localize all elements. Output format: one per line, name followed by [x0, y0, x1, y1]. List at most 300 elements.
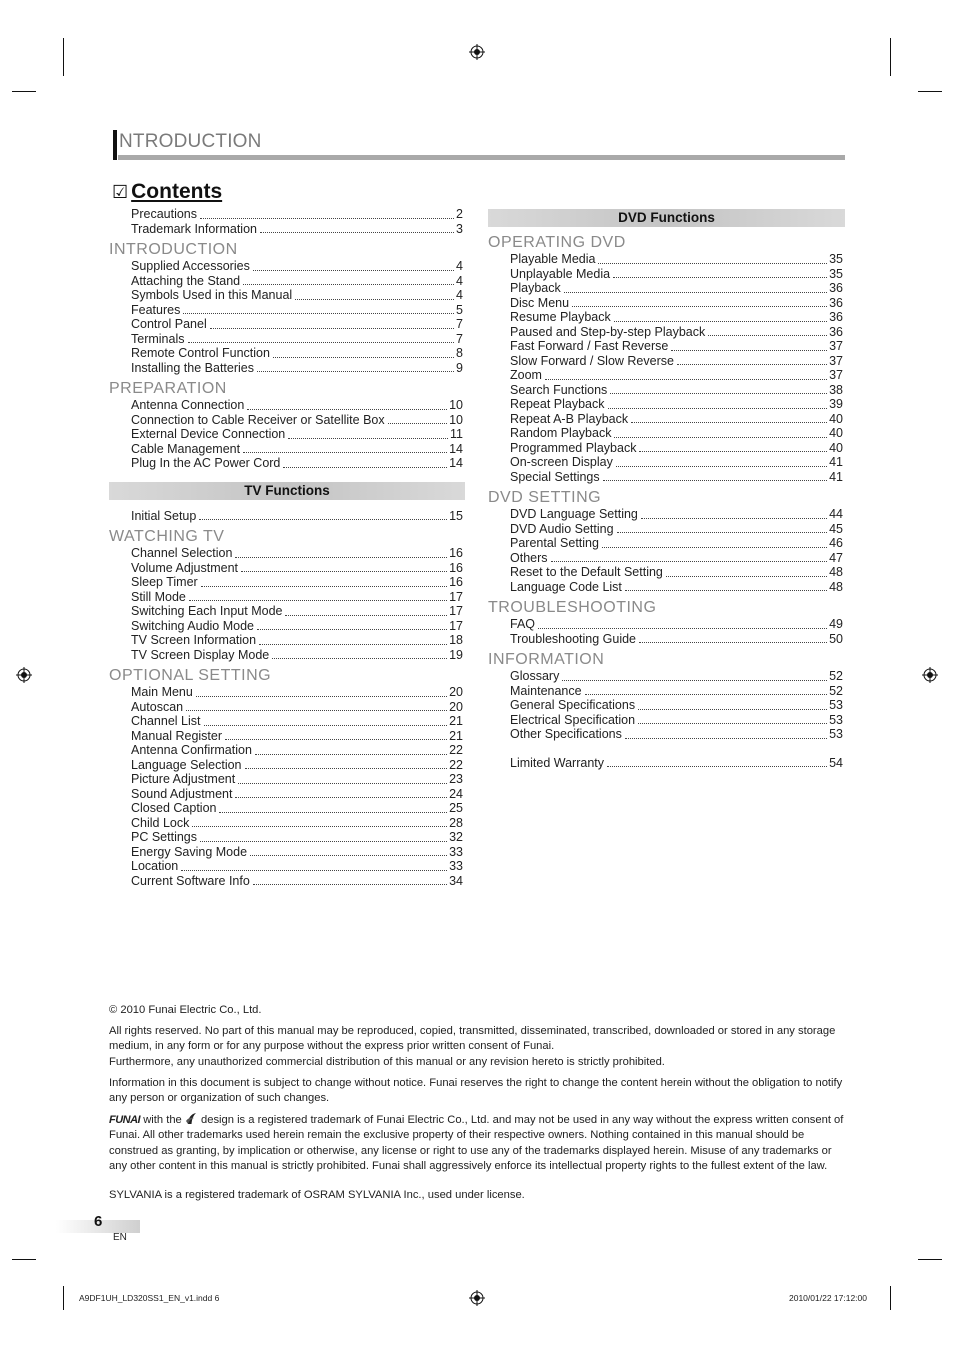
toc-entry[interactable]: [131, 427, 463, 442]
toc-entry-page: 4: [456, 259, 463, 273]
toc-entry-page: 33: [449, 859, 463, 873]
dot-leader: [295, 299, 454, 300]
toc-entry-page: 9: [456, 360, 463, 375]
toc-entry-page: 5: [456, 302, 463, 317]
dot-leader: [241, 571, 447, 572]
toc-entry-label: Still Mode: [131, 589, 186, 604]
dot-leader: [188, 342, 455, 343]
toc-entry-page: 54: [829, 755, 843, 770]
toc-entry-page: 48: [829, 565, 843, 579]
toc-entry-label: Troubleshooting Guide: [510, 631, 637, 646]
toc-entry-page: 52: [829, 669, 843, 683]
toc-entry-label: Paused and Step-by-step Playback: [510, 324, 706, 339]
toc-entry[interactable]: [510, 713, 843, 728]
toc-entry-page: 52: [829, 683, 843, 698]
toc-entry[interactable]: [510, 551, 843, 566]
toc-entry-label: Disc Menu: [510, 295, 570, 310]
dot-leader: [225, 739, 447, 740]
dot-leader: [199, 519, 447, 520]
toc-entry-label: Control Panel: [131, 317, 207, 331]
toc-entry-label: Symbols Used in this Manual: [131, 288, 293, 302]
toc-entry-label: Picture Adjustment: [131, 772, 236, 786]
toc-entry-page: 40: [829, 411, 843, 426]
toc-entry-label: Repeat Playback: [510, 397, 605, 411]
toc-entry-page: 37: [829, 353, 843, 368]
dot-leader: [639, 451, 827, 452]
toc-entry[interactable]: [131, 685, 463, 700]
toc-entry-page: 32: [449, 830, 463, 844]
dot-leader: [260, 232, 454, 233]
toc-entry-page: 7: [456, 317, 463, 331]
toc-entry[interactable]: [131, 303, 463, 318]
crop-mark: [12, 1259, 36, 1260]
toc-entry-page: 53: [829, 698, 843, 712]
dot-leader: [285, 615, 447, 616]
toc-entry-label: Switching Audio Mode: [131, 618, 254, 633]
toc-entry[interactable]: [510, 325, 843, 340]
toc-entry[interactable]: [510, 441, 843, 456]
toc-entry-page: 35: [829, 252, 843, 266]
funai-design-icon: [185, 1112, 198, 1125]
toc-entry[interactable]: [510, 426, 843, 441]
toc-entry-label: Plug In the AC Power Cord: [131, 456, 281, 470]
toc-entry-label: Main Menu: [131, 685, 193, 699]
toc-entry-page: 4: [456, 273, 463, 288]
toc-entry[interactable]: [131, 222, 463, 237]
contents-title: Contents: [131, 180, 223, 203]
dot-leader: [388, 423, 447, 424]
checkbox-icon: ☑: [112, 181, 129, 202]
change-notice-text: Information in this document is subject to change without notice. Funai reserves the right to change the content herein without the obligation to notify any person or organization of such changes.: [109, 1076, 843, 1105]
toc-entry-page: 40: [829, 426, 843, 440]
section-title-preparation: PREPARATION: [109, 380, 227, 397]
toc-entry-label: Connection to Cable Receiver or Satellite Box: [131, 412, 385, 427]
toc-entry-label: Playback: [510, 281, 561, 295]
toc-entry[interactable]: [131, 604, 463, 619]
dot-leader: [638, 723, 827, 724]
toc-entry-label: Channel List: [131, 714, 201, 728]
dot-leader: [253, 270, 454, 271]
toc-entry[interactable]: [131, 456, 463, 471]
toc-entry[interactable]: [510, 565, 843, 580]
toc-entry[interactable]: [131, 700, 463, 715]
toc-entry-page: 53: [829, 727, 843, 741]
toc-entry[interactable]: [510, 383, 843, 398]
toc-entry[interactable]: [510, 669, 843, 684]
toc-entry-label: Precautions: [131, 207, 198, 221]
toc-entry-page: 16: [449, 560, 463, 575]
dot-leader: [551, 561, 828, 562]
trademark-text-a: with the: [143, 1114, 182, 1127]
toc-entry-label: Fast Forward / Fast Reverse: [510, 339, 669, 353]
toc-entry-page: 16: [449, 546, 463, 560]
toc-entry-label: Attaching the Stand: [131, 273, 241, 288]
toc-group-troubleshooting: [488, 617, 845, 646]
dot-leader: [247, 409, 447, 410]
toc-entry[interactable]: [131, 575, 463, 590]
toc-entry-label: Maintenance: [510, 683, 582, 698]
toc-entry[interactable]: [131, 361, 463, 376]
toc-entry-label: Volume Adjustment: [131, 560, 239, 575]
toc-group-information: [488, 669, 845, 742]
dot-leader: [243, 452, 447, 453]
dot-leader: [608, 408, 828, 409]
dot-leader: [183, 313, 454, 314]
distribution-text: Furthermore, any unauthorized commercial distribution of this manual or any revision hereto is strictly prohibited.: [109, 1055, 665, 1068]
page-number: 6: [94, 1213, 103, 1230]
registration-mark-icon: [922, 667, 938, 683]
toc-entry-page: 22: [449, 757, 463, 772]
section-title-watching-tv: WATCHING TV: [109, 528, 225, 545]
toc-entry-label: PC Settings: [131, 830, 198, 844]
toc-entry-label: Parental Setting: [510, 536, 599, 550]
toc-entry-label: Current Software Info: [131, 873, 250, 888]
toc-entry[interactable]: [510, 368, 843, 383]
left-column: [109, 207, 465, 888]
dot-leader: [196, 696, 447, 697]
toc-entry-page: 18: [449, 633, 463, 647]
toc-entry-label: Autoscan: [131, 699, 184, 714]
toc-entry-label: Remote Control Function: [131, 346, 270, 360]
toc-entry[interactable]: [131, 259, 463, 274]
dot-leader: [625, 590, 827, 591]
toc-group-tv-functions: [109, 509, 465, 524]
dot-leader: [564, 292, 827, 293]
dot-leader: [204, 725, 448, 726]
toc-entry-label: TV Screen Information: [131, 633, 257, 647]
registration-mark-icon: [16, 667, 32, 683]
toc-entry-label: Terminals: [131, 331, 185, 346]
dot-leader: [641, 518, 827, 519]
toc-entry-label: FAQ: [510, 617, 536, 631]
dot-leader: [245, 768, 448, 769]
toc-entry[interactable]: [510, 727, 843, 742]
section-title-operating-dvd: OPERATING DVD: [488, 234, 626, 251]
toc-entry-page: 8: [456, 346, 463, 360]
toc-entry-label: TV Screen Display Mode: [131, 647, 270, 662]
toc-entry[interactable]: [131, 413, 463, 428]
header-rule: [118, 155, 845, 160]
toc-entry[interactable]: [131, 561, 463, 576]
toc-entry-label: Supplied Accessories: [131, 259, 250, 273]
toc-entry-page: 36: [829, 281, 843, 295]
dot-leader: [602, 547, 827, 548]
toc-group-watching-tv: [109, 546, 465, 662]
dot-leader: [273, 357, 454, 358]
dot-leader: [677, 364, 827, 365]
toc-group-operating-dvd: [488, 252, 845, 484]
toc-entry[interactable]: [131, 398, 463, 413]
toc-entry-page: 36: [829, 295, 843, 310]
toc-entry-label: Zoom: [510, 368, 542, 382]
dot-leader: [181, 870, 447, 871]
crop-mark: [918, 1259, 942, 1260]
toc-entry-label: Sleep Timer: [131, 575, 198, 589]
toc-entry[interactable]: [131, 714, 463, 729]
dot-leader: [572, 306, 827, 307]
toc-entry-label: Location: [131, 859, 179, 873]
legal-notice: [109, 1003, 845, 1209]
registration-mark-icon: [469, 44, 485, 60]
toc-entry[interactable]: [510, 354, 843, 369]
toc-entry[interactable]: [510, 281, 843, 296]
toc-entry[interactable]: [510, 339, 843, 354]
dot-leader: [613, 277, 827, 278]
toc-entry-page: 23: [449, 772, 463, 786]
right-column: [488, 209, 845, 770]
toc-entry-page: 22: [449, 743, 463, 757]
toc-entry-page: 34: [449, 873, 463, 888]
dot-leader: [238, 783, 447, 784]
dot-leader: [219, 812, 447, 813]
toc-entry[interactable]: [131, 816, 463, 831]
toc-entry[interactable]: [510, 632, 843, 647]
toc-entry-page: 7: [456, 331, 463, 346]
crop-mark: [890, 1286, 891, 1310]
toc-entry-page: 36: [829, 310, 843, 324]
toc-entry-page: 14: [449, 441, 463, 456]
toc-entry-page: 46: [829, 536, 843, 550]
toc-entry-page: 41: [829, 469, 843, 484]
toc-group-top: [109, 207, 465, 236]
toc-entry[interactable]: [131, 509, 463, 524]
toc-entry-page: 53: [829, 712, 843, 727]
toc-entry[interactable]: [131, 332, 463, 347]
dot-leader: [671, 350, 827, 351]
dot-leader: [585, 694, 828, 695]
toc-entry-label: Child Lock: [131, 815, 190, 830]
toc-entry[interactable]: [131, 758, 463, 773]
dot-leader: [666, 576, 827, 577]
toc-entry[interactable]: [510, 455, 843, 470]
toc-entry-page: 48: [829, 579, 843, 594]
toc-entry-page: 36: [829, 324, 843, 339]
toc-entry[interactable]: [510, 698, 843, 713]
toc-group-preparation: [109, 398, 465, 471]
toc-entry-label: Closed Caption: [131, 801, 217, 815]
toc-entry-page: 40: [829, 440, 843, 455]
toc-entry-page: 19: [449, 647, 463, 662]
toc-entry-page: 14: [449, 456, 463, 470]
toc-entry[interactable]: [131, 874, 463, 889]
toc-group-optional-setting: [109, 685, 465, 888]
toc-entry[interactable]: [131, 590, 463, 605]
contents-heading: [112, 180, 222, 204]
toc-entry[interactable]: [510, 470, 843, 485]
toc-entry-page: 47: [829, 550, 843, 565]
toc-entry-page: 2: [456, 207, 463, 221]
rights-text: All rights reserved. No part of this manual may be reproduced, copied, transmitted, disseminated, transcribed, downloaded or stored in any storage medium, in any form or for any purpose without the express prior written consent of Funai.: [109, 1025, 836, 1053]
toc-entry[interactable]: [131, 772, 463, 787]
toc-entry-page: 11: [450, 427, 463, 441]
toc-entry-label: Random Playback: [510, 426, 612, 440]
dot-leader: [200, 841, 447, 842]
toc-group-dvd-setting: [488, 507, 845, 594]
crop-mark: [63, 1286, 64, 1310]
toc-entry[interactable]: [510, 507, 843, 522]
toc-entry-label: Cable Management: [131, 441, 241, 456]
toc-entry-label: Limited Warranty: [510, 755, 605, 770]
toc-entry-page: 21: [449, 728, 463, 743]
toc-entry-page: 25: [449, 801, 463, 815]
dot-leader: [189, 600, 447, 601]
dot-leader: [631, 422, 827, 423]
toc-entry-label: Other Specifications: [510, 727, 622, 741]
dot-leader: [210, 328, 454, 329]
dot-leader: [598, 263, 827, 264]
dot-leader: [259, 644, 447, 645]
dot-leader: [538, 628, 827, 629]
toc-entry[interactable]: [510, 267, 843, 282]
dot-leader: [562, 680, 827, 681]
toc-entry-label: Slow Forward / Slow Reverse: [510, 353, 674, 368]
toc-entry[interactable]: [131, 317, 463, 332]
toc-entry[interactable]: [131, 346, 463, 361]
header-bar: [113, 130, 117, 160]
toc-entry[interactable]: [510, 617, 843, 632]
crop-mark: [12, 91, 36, 92]
toc-entry[interactable]: [131, 207, 463, 222]
toc-entry[interactable]: [131, 633, 463, 648]
dot-leader: [186, 710, 447, 711]
toc-entry[interactable]: [510, 536, 843, 551]
toc-entry[interactable]: [131, 546, 463, 561]
section-title-troubleshooting: TROUBLESHOOTING: [488, 599, 657, 616]
toc-entry-label: Resume Playback: [510, 310, 611, 324]
toc-entry-label: External Device Connection: [131, 427, 286, 441]
toc-entry[interactable]: [510, 522, 843, 537]
dot-leader: [257, 629, 447, 630]
dot-leader: [283, 467, 447, 468]
toc-entry-page: 39: [829, 397, 843, 411]
toc-entry-page: 4: [456, 288, 463, 302]
footer-timestamp: 2010/01/22 17:12:00: [789, 1293, 867, 1303]
funai-logo: FUNAI: [109, 1114, 141, 1127]
toc-entry-label: Channel Selection: [131, 546, 233, 560]
toc-entry-page: 41: [829, 455, 843, 469]
toc-entry-label: Switching Each Input Mode: [131, 604, 283, 618]
section-title-information: INFORMATION: [488, 651, 605, 668]
toc-entry-page: 35: [829, 266, 843, 281]
dot-leader: [614, 437, 827, 438]
registration-mark-icon: [469, 1290, 485, 1306]
footer-file: A9DF1UH_LD320SS1_EN_v1.indd 6: [79, 1293, 220, 1303]
toc-entry-page: 17: [449, 604, 463, 618]
page-title: NTRODUCTION: [119, 131, 262, 152]
toc-group-introduction: [109, 259, 465, 375]
toc-entry-label: DVD Language Setting: [510, 507, 638, 521]
dot-leader: [616, 466, 827, 467]
toc-entry-label: Language Code List: [510, 579, 622, 594]
dot-leader: [610, 393, 827, 394]
dot-leader: [272, 658, 447, 659]
toc-entry-label: Unplayable Media: [510, 266, 611, 281]
sylvania-text: SYLVANIA is a registered trademark of OSRAM SYLVANIA Inc., used under license.: [109, 1189, 525, 1202]
dot-leader: [235, 557, 447, 558]
toc-entry-page: 3: [456, 221, 463, 236]
toc-entry[interactable]: [131, 729, 463, 744]
toc-entry[interactable]: [131, 859, 463, 874]
toc-entry-page: 28: [449, 815, 463, 830]
toc-entry-label: Manual Register: [131, 728, 223, 743]
toc-entry[interactable]: [131, 288, 463, 303]
crop-mark: [63, 38, 64, 76]
toc-entry[interactable]: [510, 310, 843, 325]
toc-entry-label: Special Settings: [510, 469, 600, 484]
toc-entry-page: 49: [829, 617, 843, 631]
toc-entry-page: 10: [449, 412, 463, 427]
toc-entry[interactable]: [131, 743, 463, 758]
dot-leader: [638, 709, 827, 710]
toc-entry[interactable]: [131, 801, 463, 816]
toc-entry[interactable]: [131, 830, 463, 845]
toc-entry-label: On-screen Display: [510, 455, 613, 469]
toc-entry[interactable]: [131, 648, 463, 663]
toc-entry[interactable]: [131, 787, 463, 802]
dot-leader: [288, 438, 448, 439]
dot-leader: [257, 371, 454, 372]
toc-entry-label: Energy Saving Mode: [131, 844, 248, 859]
toc-entry-page: 17: [449, 589, 463, 604]
toc-entry-label: Repeat A-B Playback: [510, 411, 629, 426]
toc-entry[interactable]: [510, 252, 843, 267]
toc-entry-label: Others: [510, 550, 548, 565]
dot-leader: [201, 586, 447, 587]
toc-entry[interactable]: [131, 442, 463, 457]
dot-leader: [625, 738, 827, 739]
trademark-text: [109, 1112, 845, 1174]
toc-entry-page: 16: [449, 575, 463, 589]
toc-entry-page: 20: [449, 685, 463, 699]
toc-entry[interactable]: [510, 296, 843, 311]
toc-entry-label: DVD Audio Setting: [510, 521, 614, 536]
section-title-dvd-setting: DVD SETTING: [488, 489, 602, 506]
dot-leader: [708, 335, 827, 336]
toc-entry[interactable]: [131, 274, 463, 289]
toc-entry-label: Reset to the Default Setting: [510, 565, 663, 579]
toc-entry-label: Trademark Information: [131, 221, 257, 236]
toc-entry-limited-warranty[interactable]: [510, 756, 843, 771]
trademark-text-b: design is a registered trademark of Funai Electric Co., Ltd. and may not be used in any way without the express written consent of Funai. All other trademarks used herein remain the exclusive property of their respective owners. Nothing contained in this manual should be construed as granting, by implication or otherwise, any license or right to use any of the trademarks displayed herein. Misuse of any trademarks or any other content in this manual is strictly prohibited. Funai shall aggressively enforce its intellectual property rights to the fullest extent of the law.: [109, 1114, 844, 1172]
toc-entry[interactable]: [131, 619, 463, 634]
toc-entry-label: Features: [131, 302, 181, 317]
toc-entry-page: 21: [449, 714, 463, 728]
toc-entry-page: 33: [449, 844, 463, 859]
toc-entry-label: General Specifications: [510, 698, 636, 712]
crop-mark: [918, 91, 942, 92]
toc-entry-page: 17: [449, 618, 463, 633]
section-title-introduction: INTRODUCTION: [109, 241, 238, 258]
section-title-optional-setting: OPTIONAL SETTING: [109, 667, 272, 684]
dvd-functions-band: DVD Functions: [488, 209, 845, 227]
dot-leader: [200, 218, 454, 219]
dot-leader: [235, 797, 447, 798]
toc-entry-label: Antenna Connection: [131, 398, 245, 412]
crop-mark: [890, 38, 891, 76]
toc-entry-page: 38: [829, 382, 843, 397]
dot-leader: [243, 284, 454, 285]
toc-entry[interactable]: [131, 845, 463, 860]
dot-leader: [607, 766, 827, 767]
toc-entry-label: Language Selection: [131, 757, 242, 772]
toc-entry[interactable]: [510, 684, 843, 699]
toc-entry-page: 37: [829, 339, 843, 353]
toc-entry[interactable]: [510, 580, 843, 595]
toc-entry[interactable]: [510, 412, 843, 427]
toc-entry-page: 24: [449, 786, 463, 801]
toc-entry[interactable]: [510, 397, 843, 412]
toc-entry-label: Search Functions: [510, 382, 608, 397]
